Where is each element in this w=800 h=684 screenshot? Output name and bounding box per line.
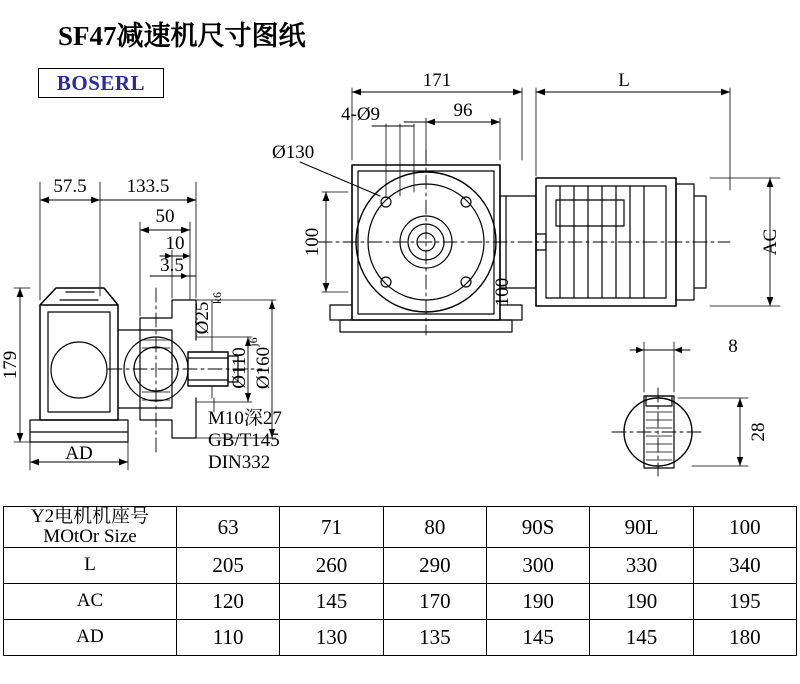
dim-d25-label: Ø25 (192, 301, 213, 335)
dim-96-label: 96 (453, 100, 473, 121)
table-row-header-label (4, 507, 177, 548)
dim-d130-label: Ø130 (272, 142, 315, 163)
cell-AC-90S: 190 (486, 583, 589, 619)
cell-AD-100: 180 (693, 619, 796, 655)
cell-AC-63: 120 (177, 583, 280, 619)
spec-table-wrapper (3, 506, 797, 656)
row-header-line2: MOtOr Size (43, 525, 137, 547)
dim-10-label: 10 (165, 233, 185, 254)
table-col-5: 100 (693, 507, 796, 548)
dim-171-label: 171 (422, 70, 452, 91)
dim-57-5-label: 57.5 (53, 176, 87, 197)
table-row (4, 583, 797, 619)
cell-L-63: 205 (177, 547, 280, 583)
spec-table (3, 506, 797, 656)
dim-179-label: 179 (0, 350, 21, 380)
cell-L-100: 340 (693, 547, 796, 583)
cell-AC-100: 195 (693, 583, 796, 619)
dim-AC-label: AC (760, 228, 781, 256)
cell-AC-71: 145 (280, 583, 383, 619)
row-label-AC: AC (4, 583, 177, 619)
cell-AD-90S: 145 (486, 619, 589, 655)
dim-8-label: 8 (728, 336, 738, 357)
brand-logo-text: BOSERL (56, 70, 146, 95)
cell-AD-71: 130 (280, 619, 383, 655)
table-row (4, 619, 797, 655)
note-thread-label: M10深27 (208, 408, 282, 429)
note-din-label: DIN332 (208, 452, 271, 473)
table-col-1: 71 (280, 507, 383, 548)
cell-L-80: 290 (383, 547, 486, 583)
dim-L-label: L (618, 70, 630, 91)
cell-L-90L: 330 (590, 547, 693, 583)
cell-AD-90L: 145 (590, 619, 693, 655)
dim-100-b-label: 100 (492, 277, 513, 307)
cell-AC-80: 170 (383, 583, 486, 619)
page-title: SF47减速机尺寸图纸 (58, 21, 306, 51)
note-standard-label: GB/T145 (208, 430, 280, 451)
cell-L-71: 260 (280, 547, 383, 583)
table-col-4: 90L (590, 507, 693, 548)
dim-3-5-label: 3.5 (160, 255, 184, 276)
cell-AD-80: 135 (383, 619, 486, 655)
cell-AD-63: 110 (177, 619, 280, 655)
row-header-line1: Y2电机机座号 (30, 506, 150, 527)
dim-133-5-label: 133.5 (126, 176, 170, 197)
dim-d25-tol-label: k6 (210, 292, 224, 304)
dim-AD-label: AD (65, 443, 93, 464)
dim-d110-tol-label: j6 (246, 337, 260, 347)
table-row-header (4, 507, 797, 548)
dim-50-label: 50 (155, 206, 175, 227)
row-label-L: L (4, 547, 177, 583)
dim-100-a-label: 100 (302, 227, 323, 257)
cell-L-90S: 300 (486, 547, 589, 583)
table-col-3: 90S (486, 507, 589, 548)
table-col-0: 63 (177, 507, 280, 548)
dim-d160-label: Ø160 (253, 346, 274, 390)
cell-AC-90L: 190 (590, 583, 693, 619)
table-col-2: 80 (383, 507, 486, 548)
dim-holes-label: 4-Ø9 (341, 104, 381, 125)
row-label-AD: AD (4, 619, 177, 655)
dim-d110-label: Ø110 (229, 347, 250, 389)
dim-28-label: 28 (748, 422, 769, 442)
table-row (4, 547, 797, 583)
